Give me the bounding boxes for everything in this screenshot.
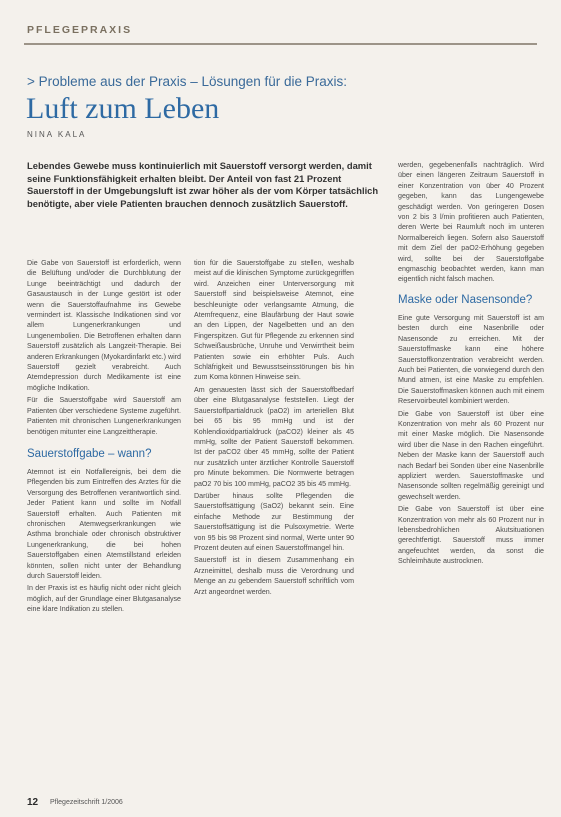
page-number: 12: [27, 797, 39, 808]
paragraph: Am genauesten lässt sich der Sauerstoffbedarf über eine Blutgasanalyse feststellen. Liegt der Sauerstoffpartialdruck (paO2) im arteriellen Blut bei 65 bis 95 mmHg und ist der Kohlendioxidpartialdruck (paCO2) kleiner als 45 mmHg, sollte der Patient Sauerstoff bekommen. Ist der paCO2 über 45 mmHg, sollte der Patient nur zusätzlich unter ärztlicher Kontrolle Sauerstoff pro Minute bekommen. Die Normwerte betragen paO2 70 bis 100 mmHg, paCO2 35 bis 45 mmHg.: [194, 385, 354, 488]
paragraph: Eine gute Versorgung mit Sauerstoff ist am besten durch eine Nasenbrille oder Nasensonde zu erreichen. Mit der Sauerstoffmaske kann eine höhere Sauerstoffkonzentration verabreicht werden. Auch bei Patienten, die vorwiegend durch den Mund atmen, ist eine Maske zu empfehlen. Die Sauerstoffmasken können auch mit einem Reservoirbeutel kombiniert werden.: [398, 313, 544, 406]
paragraph: Die Gabe von Sauerstoff ist über eine Konzentration von mehr als 60 Prozent nur mit einer Maske möglich. Die Nasensonde wird über die Nase in den Rachen eingeführt. Neben der Maske kann der Sauerstoff auch nach Bedarf bei Sonden über eine Nasenbrille appliziert werden. Sauerstoffmaske und Nasensonde sollten regelmäßig gereinigt und gewechselt werden.: [398, 409, 544, 501]
paragraph: Sauerstoff ist in diesem Zusammenhang ein Arzneimittel, deshalb muss die Verordnung und Menge an zu gebendem Sauerstoff schriftlich vom Arzt angeordnet werden.: [194, 556, 354, 596]
subheading: Maske oder Nasensonde?: [398, 293, 533, 306]
section-label: PFLEGEPRAXIS: [27, 24, 133, 36]
text-column-3: [398, 160, 544, 786]
subheading: Sauerstoffgabe – wann?: [27, 447, 152, 460]
paragraph: Darüber hinaus sollte Pflegenden die Sauerstoffsättigung (SaO2) bekannt sein. Eine einfache Methode zur Bestimmung der Sauerstoffsättigung ist die Pulsoxymetrie. Werte von 95 bis 98 Prozent sind normal, Werte unter 90 Prozent deuten auf einen Sauerstoffmangel hin.: [194, 491, 354, 552]
paragraph: Die Gabe von Sauerstoff ist über eine Konzentration von mehr als 60 Prozent nur in lebensbedrohlichen Akutsituationen gerechtfertigt. Sauerstoff muss immer angefeuchtet werden, da sonst die Schleimhäute austrocknen.: [398, 505, 544, 566]
article-author: NINA KALA: [27, 130, 87, 139]
article-title: Luft zum Leben: [26, 92, 220, 125]
text-column-2: [194, 258, 354, 786]
magazine-name: Pflegezeitschrift 1/2006: [50, 799, 123, 806]
paragraph: tion für die Sauerstoffgabe zu stellen, weshalb meist auf die klinischen Symptome zurückgegriffen wird. Anzeichen einer Unterversorgung mit Sauerstoff sind beispielsweise Atemnot, eine beschleunigte oder verlangsamte Atmung, die Atemfrequenz, eine Blaufärbung der Haut sowie an den Lippen, der Nagelbetten und an den Fingerspitzen. Gut für Pflegende zu erkennen sind Schweißausbrüche, Unruhe und Verwirrtheit beim Patienten sowie ein erhöhter Puls. Auch Schläfrigkeit und Bewusstseinsstörungen bis hin zum Koma können Hinweise sein.: [194, 259, 354, 382]
paragraph: Die Gabe von Sauerstoff ist erforderlich, wenn die Belüftung und/oder die Durchblutung der Lunge beeinträchtigt und dadurch der Gasaustausch in der Lunge gestört ist oder wenn die Sauerstoffaufnahme ins Gewebe vermindert ist. Klassische Indikationen sind vor allem Lungenerkrankungen und Lungenembolien. Die Betroffenen erhalten dann Sauerstoff zusätzlich als Langzeit-Therapie. Bei anderen Erkrankungen (Myokardinfarkt etc.) wird Sauerstoff gezielt verabreicht. Auch Atemdepression durch Medikamente ist eine mögliche Indikation.: [27, 259, 181, 392]
article-kicker: > Probleme aus der Praxis – Lösungen für die Praxis:: [27, 74, 348, 89]
paragraph: Für die Sauerstoffgabe wird Sauerstoff am Patienten über verschiedene Systeme zugeführt. Patienten mit chronischen Lungenerkrankungen benötigen mitunter eine Langzeittherapie.: [27, 396, 181, 436]
article-lead: Lebendes Gewebe muss kontinuierlich mit Sauerstoff versorgt werden, damit seine Funktionsfähigkeit erhalten bleibt. Der Anteil von fast 21 Prozent Sauerstoff in der Umgebungsluft ist zwar höher als der vom Körper tatsächlich benötigte, aber viele Patienten brauchen dennoch zusätzlich Sauerstoff.: [27, 160, 379, 209]
paragraph: werden, gegebenenfalls nachträglich. Wird über einen längeren Zeitraum Sauerstoff in einer Konzentration von über 40 Prozent gegeben, kann das Lungengewebe geschädigt werden. Von geringeren Dosen von 2 bis 3 l/min profitieren auch Patienten, deren Werte bei Raumluft noch im unteren Normalbereich liegen. Sofern also Sauerstoff mit dem Ziel der paO2-Erhöhung gegeben wird, sollte bei der Sauerstoffgabe engmaschig beobachtet werden, kann man eigentlich nicht falsch machen.: [398, 161, 544, 284]
top-rule: [24, 43, 537, 45]
paragraph: Atemnot ist ein Notfallereignis, bei dem die Pflegenden bis zum Eintreffen des Arztes für die Versorgung des Betroffenen verantwortlich sind. Jeder Patient kann und sollte im Notfall Sauerstoff erhalten. Auch Patienten mit chronischen Atemwegserkrankungen wie Asthma bronchiale oder chronisch obstruktiver Lungenerkrankung, die bei hohen Sauerstoffgaben einen Atemstillstand erleiden könnten, sollen nicht unter der Behandlung durch Sauerstoff leiden.: [27, 467, 181, 580]
text-column-1: [27, 258, 181, 786]
paragraph: In der Praxis ist es häufig nicht oder nicht gleich möglich, auf der Grundlage einer Blutgasanalyse eine klare Indikation zu stellen.: [27, 584, 181, 614]
